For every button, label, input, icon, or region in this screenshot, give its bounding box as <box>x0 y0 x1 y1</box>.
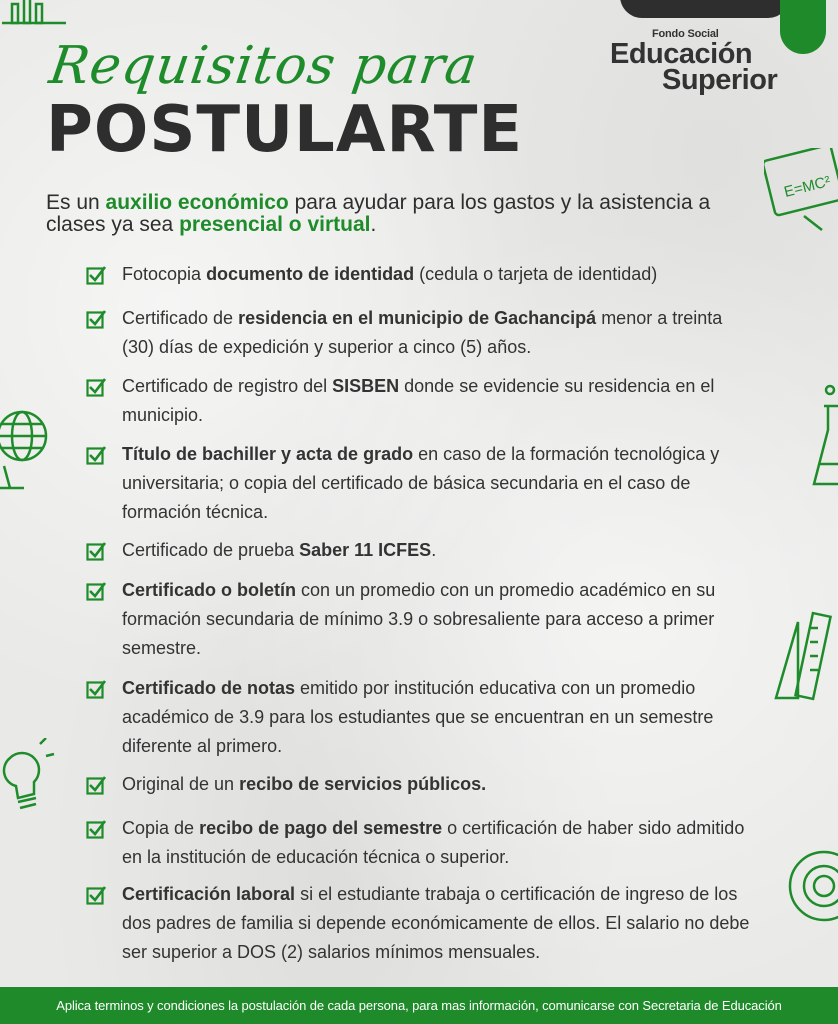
footer-bar: Aplica terminos y condiciones la postulación de cada persona, para mas información, comunicarse con Secretaria de Educación <box>0 987 838 1024</box>
requirement-post: donde se evidencie su residencia en el municipio. <box>122 376 715 425</box>
requirement-text <box>122 260 750 289</box>
requirement-text <box>122 372 750 430</box>
intro-text <box>46 192 746 236</box>
globe-icon <box>0 404 52 494</box>
requirement-bold: documento de identidad <box>206 264 415 284</box>
requirement-bold: Título de bachiller y acta de grado <box>122 444 414 464</box>
top-dark-tab <box>620 0 790 18</box>
requirement-post: emitido por institución educativa con un promedio académico de 3.9 para los estudiantes que se encuentran en un semestre diferente al primero. <box>122 678 714 756</box>
requirement-post: . <box>431 540 437 560</box>
intro-part1: Es un <box>46 191 106 214</box>
formula-text: E=MC² <box>782 172 833 201</box>
gear-icon <box>786 848 838 924</box>
requirement-text <box>122 440 750 527</box>
requirement-pre: Certificado de registro del <box>122 376 333 396</box>
requirement-pre: Certificado de prueba <box>122 540 300 560</box>
checkbox-checked-icon <box>86 885 106 905</box>
requirement-bold: residencia en el municipio de Gachancipá <box>238 308 597 328</box>
intro-highlight-2: presencial o virtual <box>179 213 371 236</box>
checkbox-checked-icon <box>86 775 106 795</box>
checkbox-checked-icon <box>86 309 106 329</box>
requirement-text <box>122 304 750 362</box>
monitor-formula-icon <box>764 148 838 232</box>
requirement-post: (cedula o tarjeta de identidad) <box>414 264 658 284</box>
page-title: POSTULARTE <box>46 93 524 167</box>
checkbox-checked-icon <box>86 265 106 285</box>
ruler-triangle-icon <box>770 608 838 704</box>
bar-chart-icon <box>0 0 70 26</box>
top-green-drop <box>780 0 826 54</box>
checkbox-checked-icon <box>86 377 106 397</box>
brand-line-2: Superior <box>662 64 778 96</box>
requirement-pre: Original de un <box>122 774 240 794</box>
checkbox-checked-icon <box>86 445 106 465</box>
title-script: Requisitos para <box>45 36 482 96</box>
requirement-bold: SISBEN <box>332 376 400 396</box>
requirement-text <box>122 576 750 663</box>
requirement-post: con un promedio con un promedio académico en su formación secundaria de mínimo 3.9 o sobresaliente para acceso a primer semestre. <box>122 580 716 658</box>
requirement-text <box>122 770 750 799</box>
requirement-post: en caso de la formación tecnológica y universitaria; o copia del certificado de básica secundaria en el caso de formación técnica. <box>122 444 720 522</box>
requirement-post: o certificación de haber sido admitido en la institución de educación técnica o superior. <box>122 818 745 867</box>
requirement-bold: recibo de pago del semestre <box>199 818 443 838</box>
lightbulb-icon <box>0 738 56 814</box>
requirement-post: menor a treinta (30) días de expedición y superior a cinco (5) años. <box>122 308 723 357</box>
requirement-pre: Fotocopia <box>122 264 207 284</box>
requirement-text <box>122 880 750 967</box>
requirement-post: si el estudiante trabaja o certificación de ingreso de los dos padres de familia si depende económicamente de ellos. El salario no debe ser superior a DOS (2) salarios mínimos mensuales. <box>122 884 750 962</box>
requirement-bold: Certificado de notas <box>122 678 296 698</box>
requirement-text <box>122 674 750 761</box>
brand-small-text: Fondo Social <box>652 28 719 40</box>
checkbox-checked-icon <box>86 581 106 601</box>
requirement-bold: Certificado o boletín <box>122 580 297 600</box>
requirement-bold: Saber 11 ICFES <box>299 540 432 560</box>
requirement-bold: Certificación laboral <box>122 884 296 904</box>
requirement-pre: Copia de <box>122 818 200 838</box>
intro-part2: para ayudar para los gastos y la asistencia a clases ya sea <box>46 191 711 236</box>
checkbox-checked-icon <box>86 819 106 839</box>
intro-part3: . <box>370 213 377 236</box>
brand-line-1: Educación <box>610 38 753 70</box>
requirement-text <box>122 814 750 872</box>
requirement-pre: Certificado de <box>122 308 239 328</box>
checkbox-checked-icon <box>86 541 106 561</box>
intro-highlight-1: auxilio económico <box>105 191 289 214</box>
flask-icon <box>806 384 838 492</box>
requirement-bold: recibo de servicios públicos. <box>239 774 487 794</box>
checkbox-checked-icon <box>86 679 106 699</box>
requirement-text <box>122 536 750 565</box>
